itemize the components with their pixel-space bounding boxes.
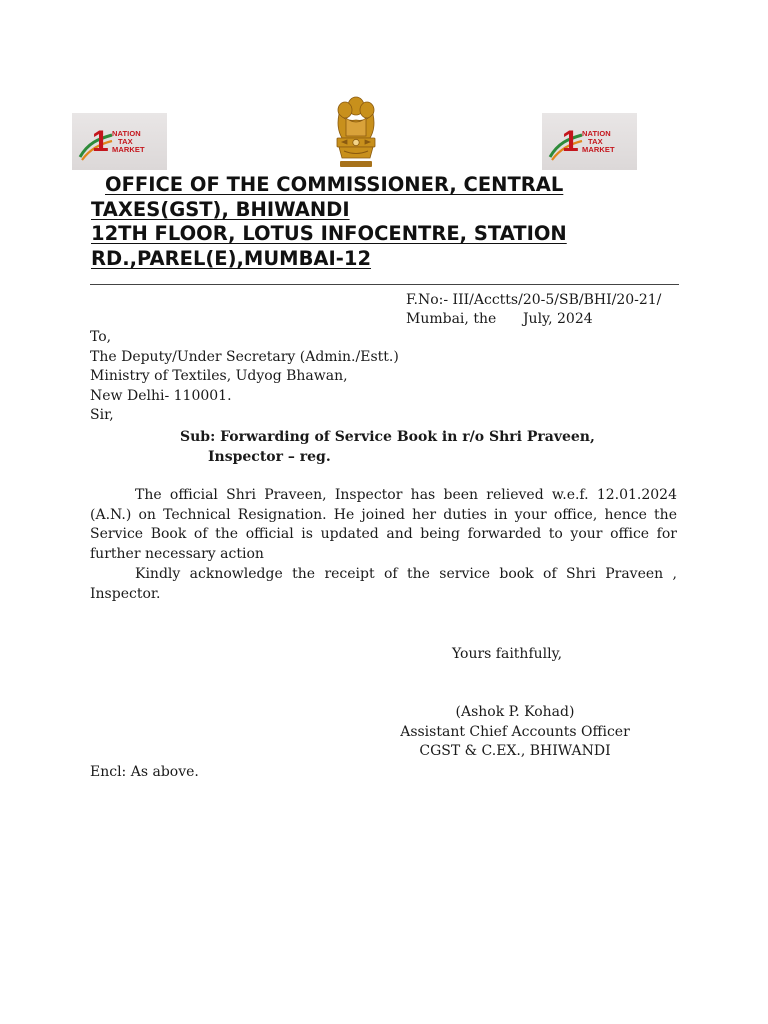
- addressee-block: [90, 328, 399, 426]
- signatory-office: CGST & C.EX., BHIWANDI: [419, 743, 611, 760]
- signatory-designation: Assistant Chief Accounts Officer: [400, 723, 630, 740]
- logo-numeral: 1: [92, 125, 109, 158]
- heading-line: TAXES(GST), BHIWANDI: [91, 197, 350, 221]
- logo-numeral: 1: [562, 125, 579, 158]
- heading-line: RD.,PAREL(E),MUMBAI-12: [91, 246, 372, 270]
- file-number: F.No:- III/Acctts/20-5/SB/BHI/20-21/: [406, 292, 662, 308]
- addressee-line: The Deputy/Under Secretary (Admin./Estt.): [90, 348, 399, 365]
- nation-tax-market-logo-left: [72, 113, 167, 170]
- subject-line: Sub: Forwarding of Service Book in r/o Shri Praveen,: [180, 429, 595, 445]
- header-divider: [90, 284, 679, 285]
- national-emblem-icon: [330, 92, 382, 170]
- body-paragraph-text: Kindly acknowledge the receipt of the service book of Shri Praveen , Inspector.: [90, 566, 677, 602]
- salutation: Sir,: [90, 407, 114, 424]
- body-paragraph-text: The official Shri Praveen, Inspector has been relieved w.e.f. 12.01.2024 (A.N.) on Technical Resignation. He joined her duties in your office, hence the Service Book of the official is updated and being forwarded to your office for further necessary action: [90, 487, 677, 562]
- closing: Yours faithfully,: [452, 646, 563, 662]
- logo-brand-line: NATION: [112, 129, 141, 138]
- addressee-line: Ministry of Textiles, Udyog Bhawan,: [90, 368, 348, 385]
- subject-line: Inspector – reg.: [208, 448, 331, 465]
- logo-brand-line: TAX: [118, 137, 133, 146]
- office-heading: [91, 173, 691, 271]
- heading-line: 12TH FLOOR, LOTUS INFOCENTRE, STATION: [91, 222, 567, 245]
- logo-brand-line: TAX: [588, 137, 603, 146]
- logo-brand-line: NATION: [582, 129, 611, 138]
- body-paragraph: [90, 486, 677, 564]
- subject-block: [180, 428, 595, 467]
- body-paragraph: [90, 565, 677, 604]
- logo-brand-text: [112, 130, 167, 154]
- addressee-to: To,: [90, 329, 112, 345]
- logo-brand-line: MARKET: [112, 145, 145, 154]
- heading-line: OFFICE OF THE COMMISSIONER, CENTRAL: [105, 173, 564, 196]
- place-date: Mumbai, the July, 2024: [406, 311, 593, 327]
- addressee-line: New Delhi- 110001.: [90, 387, 232, 404]
- logo-brand-line: MARKET: [582, 145, 615, 154]
- nation-tax-market-logo-right: [542, 113, 637, 170]
- signature-block: [400, 703, 630, 762]
- logo-brand-text: [582, 130, 637, 154]
- signatory-name: (Ashok P. Kohad): [455, 704, 575, 720]
- enclosure-note: Encl: As above.: [90, 764, 199, 780]
